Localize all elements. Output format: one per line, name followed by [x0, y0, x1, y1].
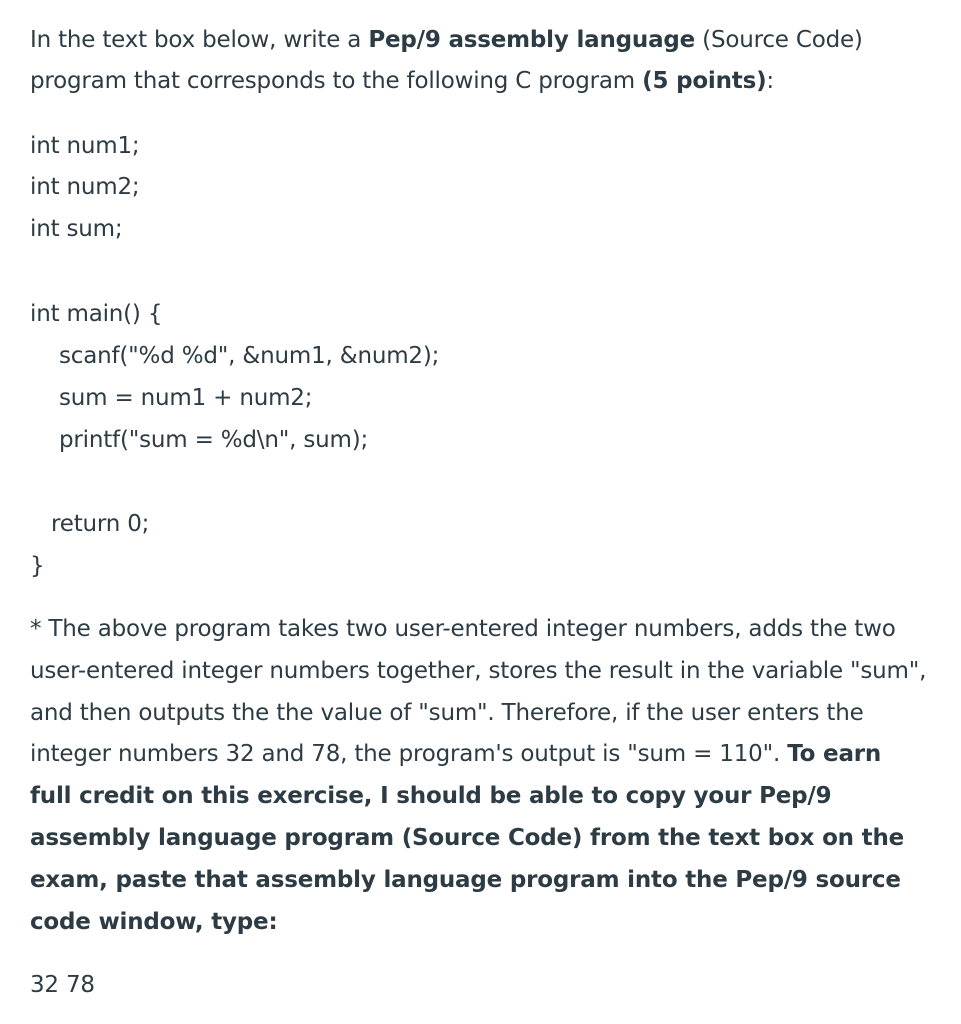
- note-bold-instructions: To earn full credit on this exercise, I should be able to copy your Pep/9 assembly language program (Source Code) from the text box on the exam, paste that assembly language program into the Pep/9 source code window, type:: [30, 741, 905, 935]
- code-main-open: int main() {: [30, 301, 163, 327]
- intro-text-3: :: [766, 68, 774, 94]
- code-decl-sum: int sum;: [30, 216, 123, 242]
- intro-bold-points: (5 points): [642, 68, 767, 94]
- code-decl-num2: int num2;: [30, 174, 140, 200]
- instructions-note: [30, 609, 930, 943]
- code-main-close: }: [30, 553, 45, 579]
- note-text: * The above program takes two user-entered integer numbers, adds the two user-entered integer numbers together, stores the result in the variable "sum", and then outputs the the value of "sum". Therefore, if the user enters the integer numbers 32 and 78, the program's output is "sum = 110".: [30, 616, 927, 768]
- intro-bold-pep9: Pep/9 assembly language: [368, 27, 696, 53]
- code-printf: printf("sum = %d\n", sum);: [59, 427, 369, 453]
- code-assign: sum = num1 + num2;: [59, 385, 313, 411]
- code-return: return 0;: [51, 511, 150, 537]
- question-intro: [30, 20, 930, 102]
- sample-input: 32 78: [30, 972, 95, 998]
- intro-text-1: In the text box below, write a: [30, 27, 369, 53]
- code-decl-num1: int num1;: [30, 133, 140, 159]
- code-scanf: scanf("%d %d", &num1, &num2);: [59, 343, 440, 369]
- intro-text-2: (Source Code) program that corresponds to the following C program: [30, 27, 863, 94]
